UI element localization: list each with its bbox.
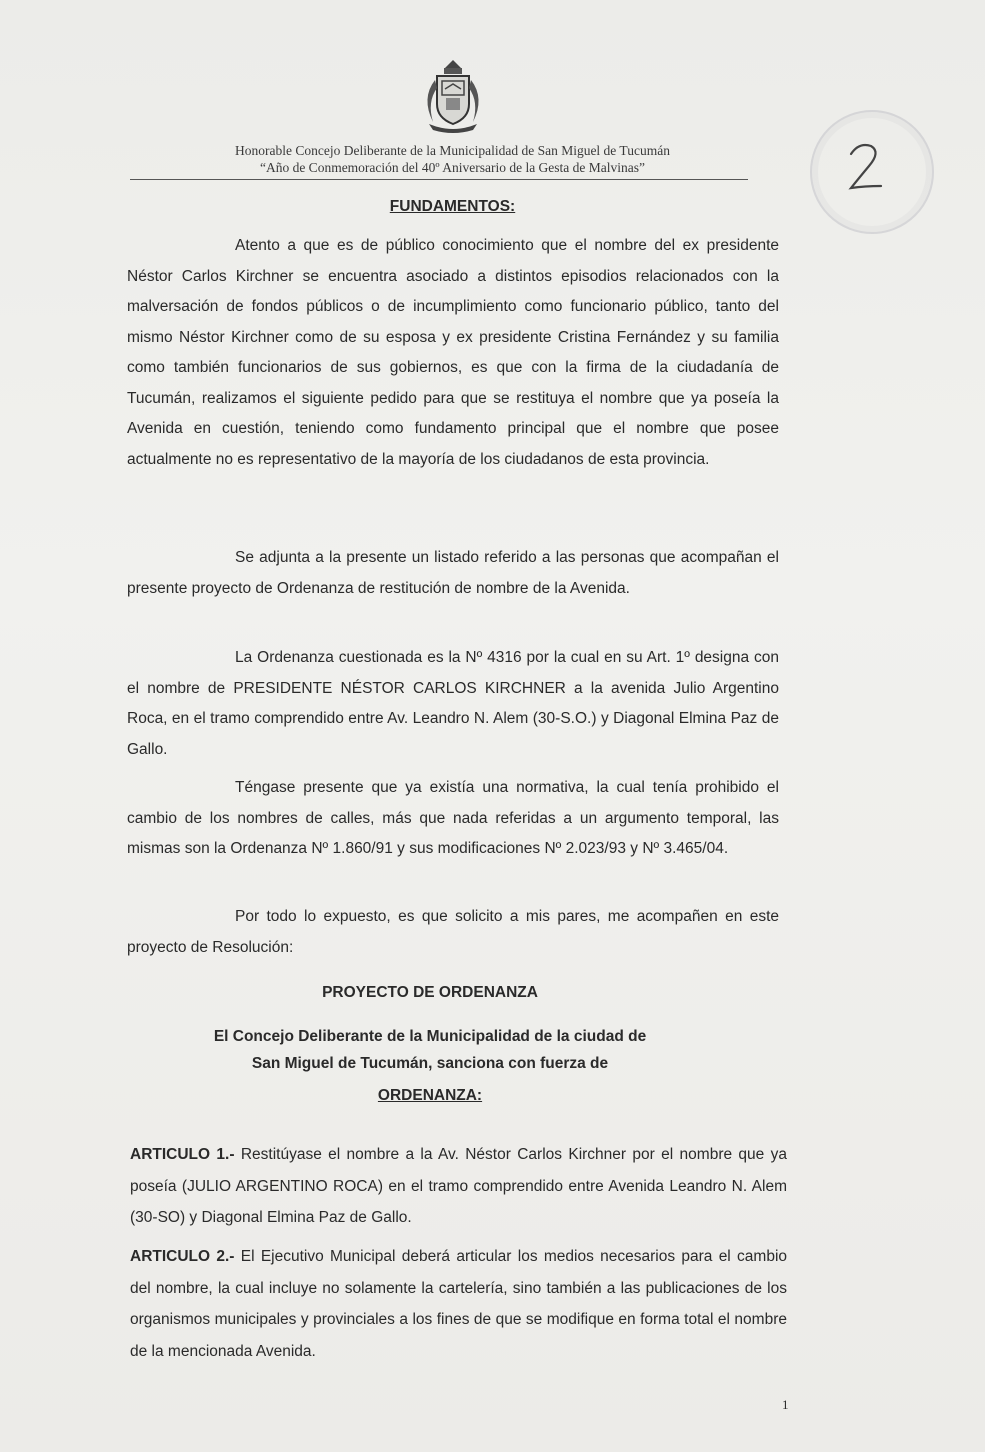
ordenanza-heading: ORDENANZA: [377,1087,483,1104]
handwritten-page-number [845,140,885,194]
fundamentos-paragraph-5: Por todo lo expuesto, es que solicito a mis pares, me acompañen en este proyecto de Resolución: [127,908,779,956]
fundamentos-title: FUNDAMENTOS: [389,198,516,215]
fundamentos-paragraph-2: Se adjunta a la presente un listado referido a las personas que acompañan el presente proyecto de Ordenanza de restitución de nombre de la Avenida. [127,549,779,597]
fundamentos-paragraph-4: Téngase presente que ya existía una normativa, la cual tenía prohibido el cambio de los nombres de calles, más que nada referidas a un argumento temporal, las mismas son la Ordenanza Nº 1.860/91 y sus modificaciones Nº 2.023/93 y Nº 3.465/04. [127,779,779,857]
fundamentos-paragraph-1: Atento a que es de público conocimiento que el nombre del ex presidente Néstor Carlos Kirchner se encuentra asociado a distintos episodios relacionados con la malversación de fondos públicos o de incumplimiento como funcionario público, tanto del mismo Néstor Kirchner como de su esposa y ex presidente Cristina Fernández y su familia como también funcionarios de sus gobiernos, es que con la firma de la ciudadanía de Tucumán, realizamos el siguiente pedido para que se restituya el nombre que ya poseía la Avenida en cuestión, teniendo como fundamento principal que el nombre que posee actualmente no es representativo de la mayoría de los ciudadanos de esta provincia. [127,237,779,468]
articulo-2 [130,1241,787,1367]
header-year-motto: “Año de Conmemoración del 40º Aniversario de la Gesta de Malvinas” [259,160,646,175]
concejo-line-2: San Miguel de Tucumán, sanciona con fuerza de [251,1055,609,1072]
header-divider [130,179,748,180]
page-number: 1 [782,1397,789,1412]
header-institution: Honorable Concejo Deliberante de la Municipalidad de San Miguel de Tucumán [235,143,670,158]
proyecto-title: PROYECTO DE ORDENANZA [322,984,538,1001]
municipal-crest-icon [415,58,491,134]
fundamentos-paragraph-3: La Ordenanza cuestionada es la Nº 4316 por la cual en su Art. 1º designa con el nombre de PRESIDENTE NÉSTOR CARLOS KIRCHNER a la avenida Julio Argentino Roca, en el tramo comprendido entre Av. Leandro N. Alem (30-S.O.) y Diagonal Elmina Paz de Gallo. [127,649,779,758]
articulo-1 [130,1139,787,1234]
articulo-2-label: ARTICULO 2.- [130,1248,235,1265]
articulo-1-text: Restitúyase el nombre a la Av. Néstor Carlos Kirchner por el nombre que ya poseía (JULIO ARGENTINO ROCA) en el tramo comprendido entre Avenida Leandro N. Alem (30-SO) y Diagonal Elmina Paz de Gallo. [130,1146,788,1226]
articulo-1-label: ARTICULO 1.- [130,1146,235,1163]
articulo-2-text: El Ejecutivo Municipal deberá articular los medios necesarios para el cambio del nombre, la cual incluye no solamente la cartelería, sino también a las publicaciones de los organismos municipales y provinciales a los fines de que se modifique en forma total el nombre de la mencionada Avenida. [130,1248,788,1360]
concejo-line-1: El Concejo Deliberante de la Municipalidad de la ciudad de [213,1028,647,1045]
